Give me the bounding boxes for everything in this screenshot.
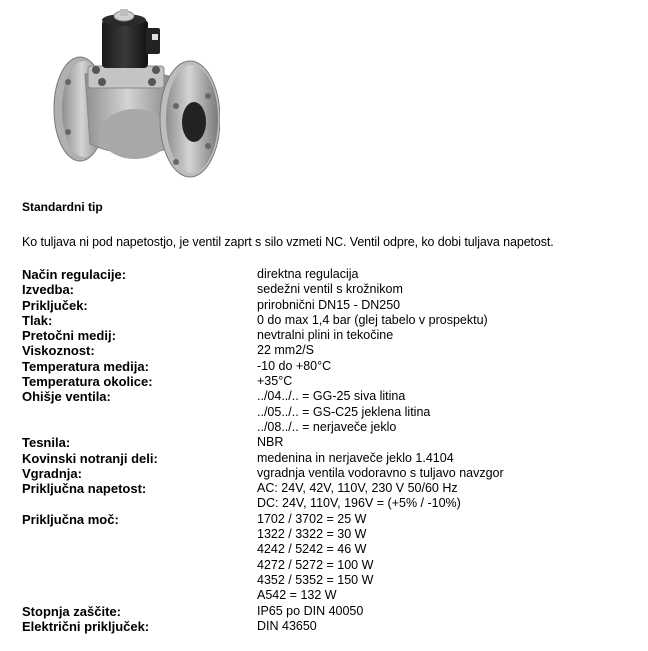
- spec-value: 4272 / 5272 = 100 W: [257, 557, 374, 572]
- spec-values: [257, 604, 363, 619]
- spec-label: Način regulacije:: [22, 267, 127, 282]
- spec-value: nevtralni plini in tekočine: [257, 328, 394, 343]
- spec-value: vgradnja ventila vodoravno s tuljavo navzgor: [257, 465, 504, 480]
- spec-values: [257, 374, 292, 389]
- spec-row: [22, 619, 622, 634]
- spec-row: [22, 282, 622, 297]
- spec-label: Viskoznost:: [22, 343, 95, 359]
- spec-value: ../08../.. = nerjaveče jeklo: [257, 419, 397, 434]
- spec-values: [257, 466, 504, 481]
- spec-row: [22, 298, 622, 313]
- spec-value: 1702 / 3702 = 25 W: [257, 511, 367, 526]
- spec-value: ../05../.. = GS-C25 jeklena litina: [257, 404, 431, 419]
- spec-value: 0 do max 1,4 bar (glej tabelo v prospektu): [257, 312, 488, 327]
- spec-label: Kovinski notranji deli:: [22, 450, 158, 466]
- spec-value: 1322 / 3322 = 30 W: [257, 527, 367, 542]
- spec-values: [257, 435, 283, 450]
- solenoid-valve-illustration: [40, 4, 220, 182]
- spec-values: [257, 389, 430, 435]
- spec-values: [257, 512, 373, 604]
- spec-values: [257, 343, 314, 358]
- spec-values: [257, 619, 317, 634]
- spec-value: ../04../.. = GG-25 siva litina: [257, 389, 406, 404]
- spec-value: 4352 / 5352 = 150 W: [257, 572, 374, 587]
- spec-row: [22, 512, 622, 604]
- spec-value: AC: 24V, 42V, 110V, 230 V 50/60 Hz: [257, 481, 458, 496]
- spec-value: 22 mm2/S: [257, 343, 314, 358]
- spec-list: [22, 267, 622, 634]
- spec-label: Priključek:: [22, 297, 88, 313]
- spec-row: [22, 328, 622, 343]
- spec-row: [22, 359, 622, 374]
- spec-values: [257, 451, 454, 466]
- spec-row: [22, 343, 622, 358]
- spec-value: sedežni ventil s krožnikom: [257, 282, 403, 297]
- spec-values: [257, 282, 403, 297]
- spec-label: Tesnila:: [22, 435, 71, 451]
- spec-label: Vgradnja:: [22, 465, 82, 481]
- spec-value: DIN 43650: [257, 618, 317, 633]
- spec-row: [22, 481, 622, 512]
- spec-label: Temperatura okolice:: [22, 374, 153, 390]
- section-title: Standardni tip: [22, 200, 103, 214]
- spec-label: Izvedba:: [22, 282, 75, 298]
- spec-value: +35°C: [257, 374, 293, 389]
- spec-value: medenina in nerjaveče jeklo 1.4104: [257, 450, 454, 465]
- product-image: [40, 4, 220, 182]
- spec-values: [257, 267, 358, 282]
- spec-label: Električni priključek:: [22, 618, 150, 634]
- spec-label: Ohišje ventila:: [22, 389, 111, 405]
- spec-row: [22, 313, 622, 328]
- spec-values: [257, 298, 400, 313]
- spec-value: -10 do +80°C: [257, 358, 332, 373]
- spec-values: [257, 313, 488, 328]
- spec-value: direktna regulacija: [257, 267, 359, 281]
- spec-value: NBR: [257, 435, 284, 450]
- spec-value: A542 = 132 W: [257, 588, 337, 603]
- intro-paragraph: Ko tuljava ni pod napetostjo, je ventil zaprt s silo vzmeti NC. Ventil odpre, ko dobi tuljava napetost.: [22, 235, 554, 249]
- spec-row: [22, 604, 622, 619]
- spec-row: [22, 451, 622, 466]
- spec-value: prirobnični DN15 - DN250: [257, 297, 401, 312]
- spec-row: [22, 435, 622, 450]
- spec-values: [257, 481, 461, 512]
- spec-row: [22, 374, 622, 389]
- spec-row: [22, 466, 622, 481]
- spec-label: Temperatura medija:: [22, 358, 149, 374]
- spec-value: DC: 24V, 110V, 196V = (+5% / -10%): [257, 496, 461, 511]
- spec-values: [257, 328, 393, 343]
- spec-label: Tlak:: [22, 312, 53, 328]
- spec-values: [257, 359, 331, 374]
- spec-value: IP65 po DIN 40050: [257, 603, 364, 618]
- spec-row: [22, 267, 622, 282]
- spec-value: 4242 / 5242 = 46 W: [257, 542, 367, 557]
- spec-label: Stopnja zaščite:: [22, 603, 121, 619]
- spec-label: Priključna napetost:: [22, 481, 147, 497]
- spec-row: [22, 389, 622, 435]
- spec-label: Pretočni medij:: [22, 328, 116, 344]
- spec-label: Priključna moč:: [22, 511, 119, 527]
